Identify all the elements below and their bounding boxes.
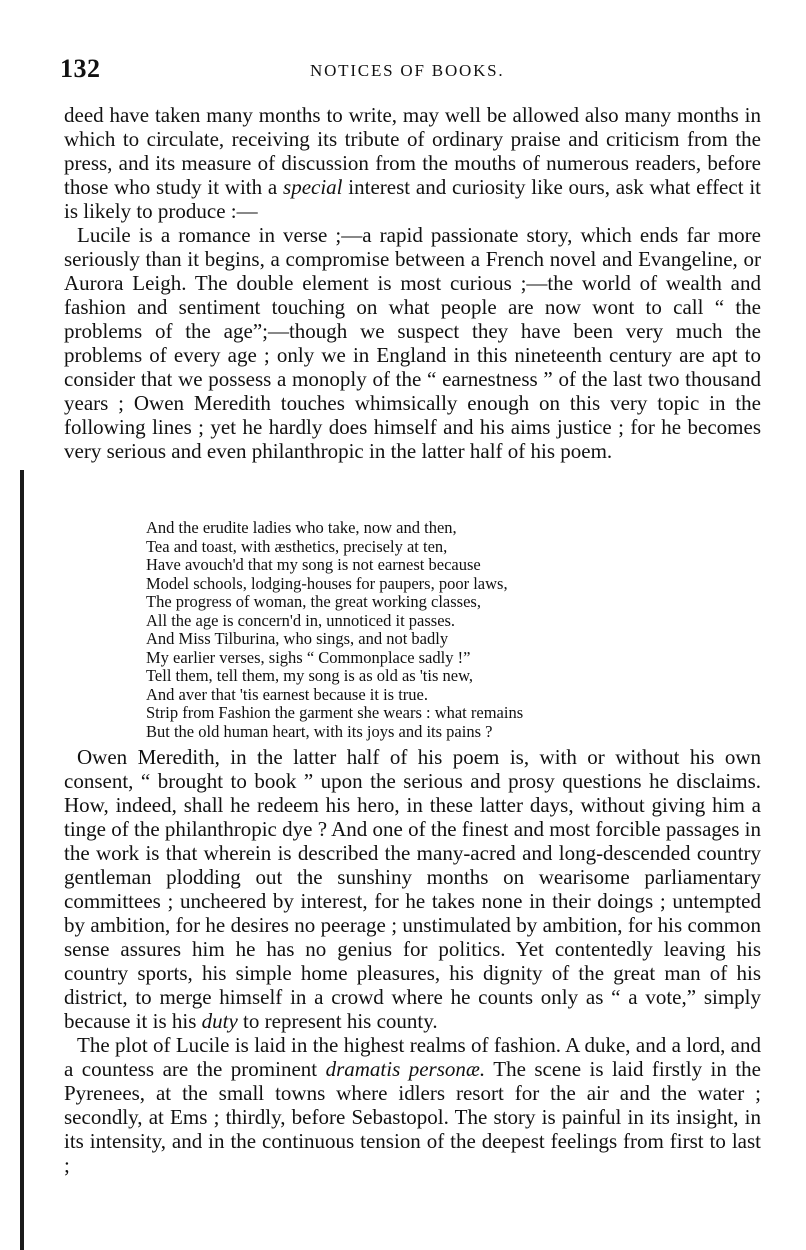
running-head: NOTICES OF BOOKS. xyxy=(310,61,505,80)
verse-line: The progress of woman, the great working classes, xyxy=(146,592,481,611)
verse-quotation xyxy=(146,519,706,741)
paragraph-plot: The plot of Lucile is laid in the highest realms of fashion. A duke, and a lord, and a countess are the prominent dramatis personæ. The scene is laid firstly in the Pyrenees, at the small towns where idlers resort for the air and the water ; secondly, at Ems ; thirdly, before Sebastopol. The story is painful in its insight, in its intensity, and in the continuous tension of the deepest feelings from first to last ; xyxy=(64,1033,761,1177)
verse-line: And aver that 'tis earnest because it is true. xyxy=(146,684,428,704)
verse-line: But the old human heart, with its joys and its pains ? xyxy=(146,721,493,741)
verse-line: Tea and toast, with æsthetics, precisely at ten, xyxy=(146,536,448,556)
verse-line: And Miss Tilburina, who sings, and not badly xyxy=(146,629,449,648)
verse-line: Model schools, lodging-houses for paupers, poor laws, xyxy=(146,573,508,593)
verse-line: My earlier verses, sighs “ Commonplace sadly !” xyxy=(146,647,471,667)
verse-line: Strip from Fashion the garment she wears : what remains xyxy=(146,703,524,722)
italic-duty: duty xyxy=(201,1009,238,1033)
body-text-bottom xyxy=(64,745,761,1177)
italic-dramatis-personae: dramatis personæ. xyxy=(325,1057,486,1081)
page-header xyxy=(60,54,765,88)
page-edge-shadow xyxy=(20,470,24,1250)
italic-special: special xyxy=(283,175,343,199)
body-text-top xyxy=(64,103,761,463)
verse-line: All the age is concern'd in, unnoticed it passes. xyxy=(146,610,456,630)
paragraph-continuation: deed have taken many months to write, may well be allowed also many months in which to circulate, receiving its tribute of ordinary praise and criticism from the press, and its measure of discussion from the mouths of numerous readers, before those who study it with a special interest and curiosity like ours, ask what effect it is likely to produce :— xyxy=(64,103,761,223)
page-number: 132 xyxy=(60,54,101,83)
verse-line: Tell them, tell them, my song is as old as 'tis new, xyxy=(146,666,474,685)
paragraph-lucile-romance: Lucile is a romance in verse ;—a rapid passionate story, which ends far more seriously than it begins, a compromise between a French novel and Evangeline, or Aurora Leigh. The double element is most curious ;—the world of wealth and fashion and sentiment touching on what people are now wont to call “ the problems of the age”;—though we suspect they have been very much the problems of every age ; only we in England in this nineteenth century are apt to consider that we possess a monoply of the “ earnestness ” of the last two thousand years ; Owen Meredith touches whimsically enough on this very topic in the following lines ; yet he hardly does himself and his aims justice ; for he becomes very serious and even philanthropic in the latter half of his poem. xyxy=(64,223,761,463)
verse-line: Have avouch'd that my song is not earnest because xyxy=(146,555,481,574)
paragraph-owen-meredith: Owen Meredith, in the latter half of his poem is, with or without his own consent, “ brought to book ” upon the serious and prosy questions he disclaims. How, indeed, shall he redeem his hero, in these latter days, without giving him a tinge of the philanthropic dye ? And one of the finest and most forcible passages in the work is that wherein is described the many-acred and long-descended country gentleman plodding out the sunshiny months on wearisome parliamentary committees ; uncheered by interest, for he takes none in their doings ; untempted by ambition, for he desires no peerage ; unstimulated by ambition, for his common sense assures him he has no genius for politics. Yet contentedly leaving his country sports, his simple home pleasures, his dignity of the great man of his district, to merge himself in a crowd where he counts only as “ a vote,” simply because it is his duty to represent his county. xyxy=(64,745,761,1033)
verse-line: And the erudite ladies who take, now and then, xyxy=(146,518,457,537)
